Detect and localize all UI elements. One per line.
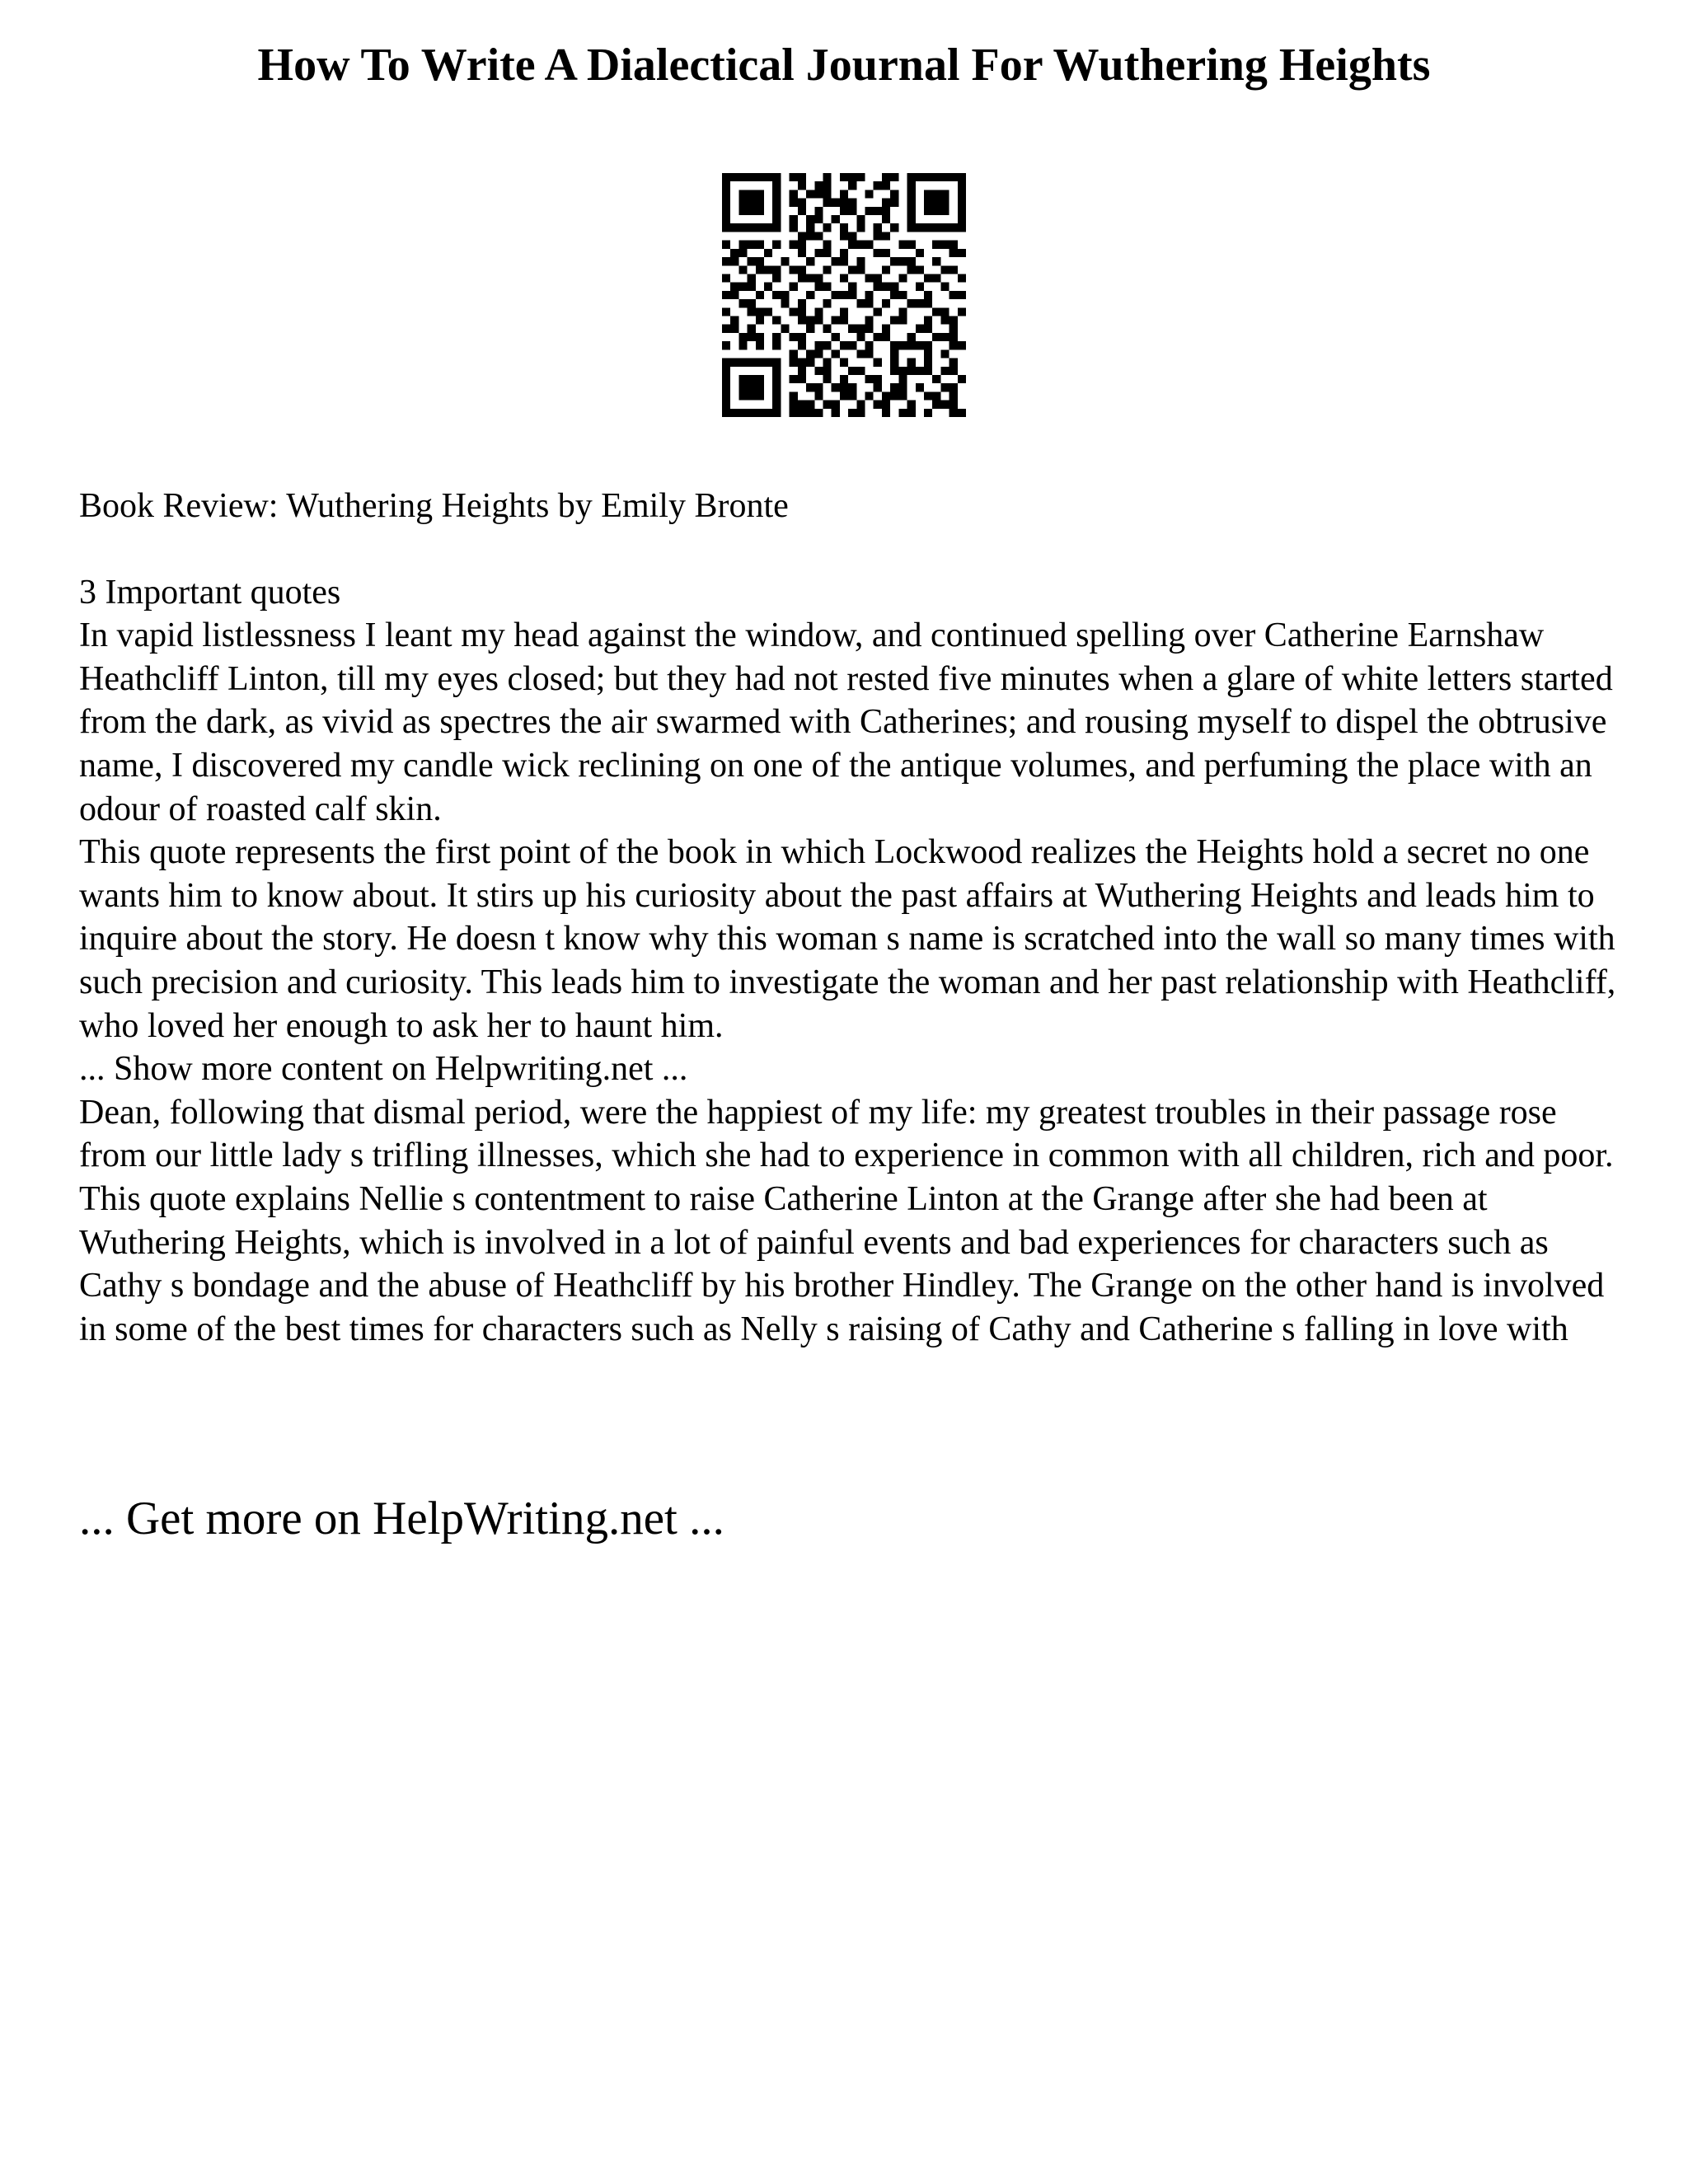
analysis-paragraph-2: This quote explains Nellie s contentment to raise Catherine Linton at the Grange after she had been at Wuthering Heights, which is involved in a lot of painful events and bad experiences for characters such as Cathy s bondage and the abuse of Heathcliff by his brother Hindley. The Grange on the other hand is involved in some of the best times for characters such as Nelly s raising of Cathy and Catherine s falling in love with bbox=[79, 1179, 1605, 1348]
paragraph-spacer bbox=[79, 528, 1629, 571]
qr-code-icon bbox=[722, 173, 966, 417]
document-title: How To Write A Dialectical Journal For Wuthering Heights bbox=[257, 40, 1431, 91]
quote-paragraph-2: Dean, following that dismal period, were the happiest of my life: my greatest troubles in their passage rose from our little lady s trifling illnesses, which she had to experience in common with all children, rich and poor. bbox=[79, 1093, 1614, 1175]
show-more-link[interactable]: ... Show more content on Helpwriting.net ... bbox=[79, 1050, 688, 1089]
analysis-paragraph-1: This quote represents the first point of the book in which Lockwood realizes the Heights hold a secret no one wants him to know about. It stirs up his curiosity about the past affairs at Wuthering Heights and leads him to inquire about the story. He doesn t know why this woman s name is scratched into the wall so many times with such precision and curiosity. This leads him to investigate the woman and her past relationship with Heathcliff, who loved her enough to ask her to haunt him. bbox=[79, 833, 1616, 1045]
get-more-link[interactable]: ... Get more on HelpWriting.net ... bbox=[79, 1493, 724, 1544]
quotes-heading: 3 Important quotes bbox=[79, 573, 341, 612]
review-heading: Book Review: Wuthering Heights by Emily Bronte bbox=[79, 487, 789, 525]
document-body bbox=[79, 485, 1629, 1351]
quote-paragraph-1: In vapid listlessness I leant my head against the window, and continued spelling over Catherine Earnshaw Heathcliff Linton, till my eyes closed; but they had not rested five minutes when a glare of white letters started from the dark, as vivid as spectres the air swarmed with Catherines; and rousing myself to dispel the obtrusive name, I discovered my candle wick reclining on one of the antique volumes, and perfuming the place with an odour of roasted calf skin. bbox=[79, 616, 1613, 828]
